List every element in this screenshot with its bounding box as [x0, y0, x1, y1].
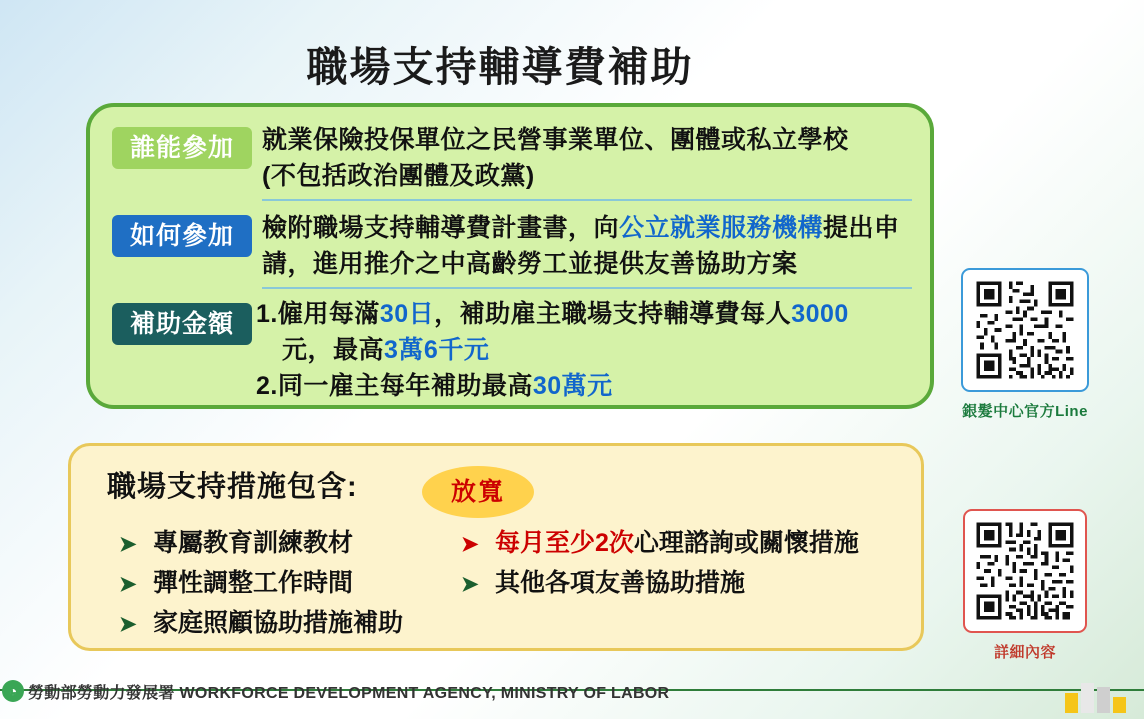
list-item-rest: 心理諮詢或關懷措施 — [633, 529, 859, 557]
list-item-label: 彈性調整工作時間 — [153, 569, 354, 597]
subsidy-item2-a: 2.同一雇主每年補助最高 — [256, 372, 533, 400]
how-to-join-part1: 檢附職場支持輔導費計畫書，向 — [262, 214, 620, 242]
arrow-bullet-icon: ➤ — [461, 573, 479, 596]
subsidy-item1-b: ，補助雇主職場支持輔導費每人 — [434, 300, 792, 328]
subsidy-amount-text — [256, 296, 921, 404]
mark-bar-2 — [1081, 683, 1094, 713]
footer — [0, 673, 1144, 709]
who-can-join-line1: 就業保險投保單位之民營事業單位、團體或私立學校 — [262, 126, 849, 154]
list-item — [119, 564, 449, 604]
mark-bar-3 — [1097, 687, 1110, 713]
agency-logo-icon: ◔ — [2, 680, 24, 702]
who-can-join-text — [262, 122, 917, 194]
detail-qr-caption: 詳細內容 — [993, 644, 1056, 661]
subsidy-item1-amount: 3000 — [791, 300, 849, 328]
list-item-highlight: 每月至少2次 — [495, 529, 634, 557]
subsidy-item-1 — [256, 296, 921, 332]
subsidy-item1-a: 1.僱用每滿 — [256, 300, 380, 328]
tag-subsidy-amount: 補助金額 — [112, 303, 252, 345]
subsidy-item-2 — [256, 368, 921, 404]
list-item — [461, 564, 901, 604]
how-to-join-text — [262, 210, 917, 282]
line-qr-caption: 銀髮中心官方Line — [962, 403, 1088, 420]
subsidy-item-1-cont — [256, 332, 921, 368]
list-item — [461, 524, 901, 564]
list-item — [119, 524, 449, 564]
line-qr[interactable] — [961, 268, 1089, 392]
footer-decorative-mark — [1065, 683, 1126, 713]
who-can-join-line2: (不包括政治團體及政黨) — [262, 162, 535, 190]
list-item-label — [495, 524, 859, 562]
list-item-label: 其他各項友善協助措施 — [495, 569, 746, 597]
mark-bar-4 — [1113, 697, 1126, 713]
list-item — [119, 604, 449, 644]
support-measures-left-list — [119, 524, 449, 644]
support-measures-heading: 職場支持措施包含: — [107, 471, 358, 503]
detail-qr[interactable] — [963, 509, 1087, 633]
subsidy-item2-amount: 30萬元 — [532, 372, 613, 400]
arrow-bullet-icon: ➤ — [461, 533, 479, 556]
how-to-join-part2: 提出申請，進用推介之中高齡勞工並提供友善協助方案 — [262, 214, 900, 278]
subsidy-item1-days: 30日 — [379, 300, 435, 328]
arrow-bullet-icon: ➤ — [119, 533, 137, 556]
arrow-bullet-icon: ➤ — [119, 573, 137, 596]
how-to-join-highlight: 公立就業服務機構 — [619, 214, 824, 242]
line-qr-image — [971, 278, 1079, 382]
support-measures-panel — [68, 443, 924, 651]
footer-agency-name: 勞動部勞動力發展署 WORKFORCE DEVELOPMENT AGENCY, MINISTRY OF LABOR — [28, 684, 670, 702]
mark-bar-1 — [1065, 693, 1078, 713]
subsidy-item1-c: 元，最高 — [282, 336, 385, 364]
divider-1 — [262, 199, 912, 201]
tag-how-to-join: 如何參加 — [112, 215, 252, 257]
detail-qr-image — [973, 519, 1077, 623]
divider-2 — [262, 287, 912, 289]
eligibility-panel — [86, 103, 934, 409]
arrow-bullet-icon: ➤ — [119, 613, 137, 636]
relaxed-badge: 放寬 — [422, 466, 534, 518]
list-item-label: 家庭照顧協助措施補助 — [153, 609, 404, 637]
list-item-label: 專屬教育訓練教材 — [153, 529, 354, 557]
tag-who-can-join: 誰能參加 — [112, 127, 252, 169]
subsidy-item1-max: 3萬6千元 — [384, 336, 490, 364]
page-title: 職場支持輔導費補助 — [306, 44, 694, 90]
support-measures-right-list — [461, 524, 901, 604]
